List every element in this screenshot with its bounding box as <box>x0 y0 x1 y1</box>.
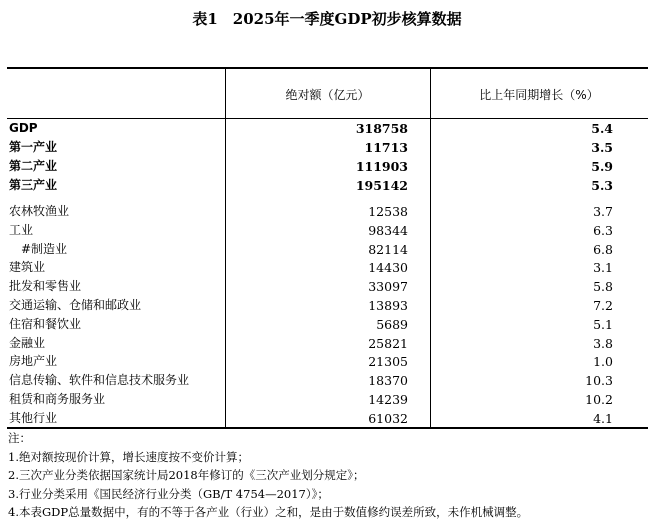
row-growth: 3.8 <box>593 335 613 351</box>
row-growth: 5.1 <box>593 316 613 332</box>
row-growth: 5.9 <box>591 159 613 174</box>
row-value: 21305 <box>368 354 408 370</box>
note-line: 1.绝对额按现价计算，增长速度按不变价计算； <box>8 449 249 464</box>
table-row <box>7 119 648 138</box>
row-name: 批发和零售业 <box>9 279 82 294</box>
row-value: 11713 <box>364 140 408 155</box>
note-line: 注： <box>8 431 31 445</box>
row-value: 5689 <box>376 316 408 332</box>
table-row <box>7 315 648 334</box>
row-growth: 5.4 <box>591 121 613 136</box>
row-growth: 3.5 <box>591 140 613 155</box>
row-name: 房地产业 <box>9 354 58 369</box>
row-value: 12538 <box>368 204 408 219</box>
row-name: 第三产业 <box>9 178 58 192</box>
row-value: 98344 <box>368 222 408 238</box>
note-line: 2.三次产业分类依据国家统计局2018年修订的《三次产业划分规定》； <box>8 468 365 482</box>
row-growth: 4.1 <box>593 410 613 426</box>
row-growth: 5.8 <box>593 279 613 295</box>
row-growth: 10.2 <box>585 392 613 407</box>
table-row <box>7 409 648 428</box>
row-growth: 7.2 <box>593 298 613 313</box>
row-growth: 6.3 <box>593 222 613 238</box>
row-name: 住宿和餐饮业 <box>9 316 82 331</box>
row-value: 111903 <box>355 159 408 174</box>
table-title: 表1 2025年一季度GDP初步核算数据 <box>192 10 462 28</box>
row-growth: 3.7 <box>593 204 613 219</box>
row-name: 农林牧渔业 <box>9 204 70 218</box>
row-growth: 3.1 <box>593 260 613 276</box>
row-name: 第一产业 <box>9 140 58 154</box>
table-row <box>7 202 648 221</box>
header-absolute-value: 绝对额（亿元） <box>285 88 370 102</box>
table-row <box>7 277 648 296</box>
row-value: 14239 <box>368 392 408 407</box>
row-name: GDP <box>9 121 38 135</box>
table-row <box>7 176 648 195</box>
note-line: 3.行业分类采用《国民经济行业分类（GB/T 4754—2017）》； <box>8 486 329 501</box>
row-value: 195142 <box>355 178 408 193</box>
row-name: 交通运输、仓储和邮政业 <box>9 298 142 312</box>
row-name: 租赁和商务服务业 <box>9 392 106 406</box>
row-value: 14430 <box>368 260 408 276</box>
row-value: 82114 <box>368 241 408 257</box>
row-value: 61032 <box>368 410 408 426</box>
table-row <box>7 240 648 259</box>
row-value: 318758 <box>355 121 408 136</box>
row-name: 金融业 <box>9 335 46 350</box>
row-name: 工业 <box>9 222 34 237</box>
table-row <box>7 352 648 371</box>
table-row <box>7 221 648 240</box>
row-name: 建筑业 <box>9 260 46 275</box>
table-row <box>7 157 648 176</box>
gdp-table <box>7 67 648 429</box>
note-line: 4.本表GDP总量数据中，有的不等于各产业（行业）之和，是由于数值修约误差所致，未作机械调整。 <box>8 505 529 519</box>
row-name: 第二产业 <box>9 159 58 173</box>
header-growth: 比上年同期增长（%） <box>479 88 599 102</box>
table-row <box>7 138 648 157</box>
row-growth: 6.8 <box>593 241 613 257</box>
row-growth: 10.3 <box>585 373 613 389</box>
table-row <box>7 258 648 277</box>
row-value: 25821 <box>368 335 408 351</box>
table-row <box>7 390 648 409</box>
row-value: 33097 <box>368 279 408 295</box>
table-header <box>7 69 648 119</box>
table-row <box>7 371 648 390</box>
row-growth: 1.0 <box>593 354 613 370</box>
row-name: 其他行业 <box>9 410 58 425</box>
notes <box>8 429 528 522</box>
row-value: 18370 <box>368 373 408 389</box>
row-name: 信息传输、软件和信息技术服务业 <box>9 373 190 388</box>
table-row <box>7 296 648 315</box>
row-growth: 5.3 <box>591 178 613 193</box>
table-row <box>7 334 648 353</box>
row-name: #制造业 <box>9 241 68 256</box>
row-value: 13893 <box>368 298 408 313</box>
